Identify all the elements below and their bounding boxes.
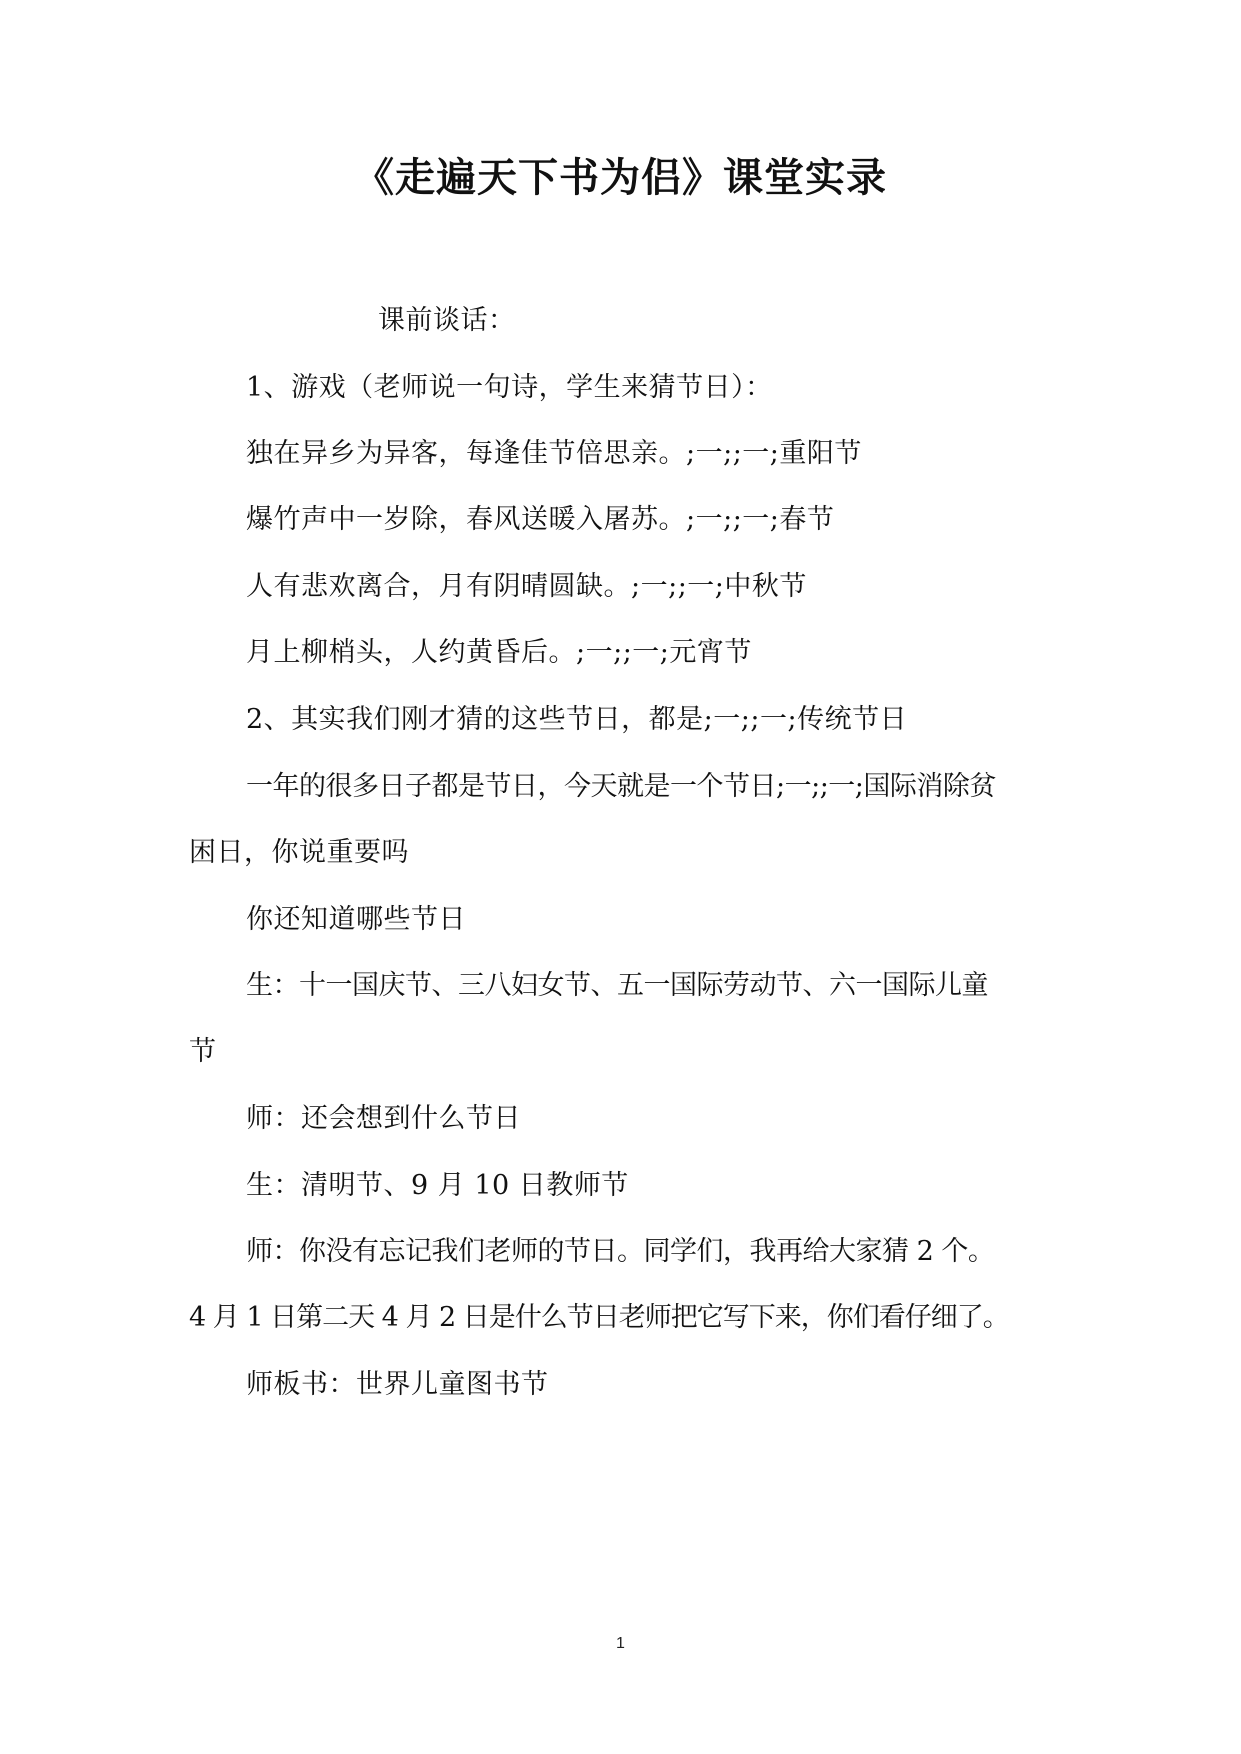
- text-line: 生：清明节、9 月 10 日教师节: [246, 1170, 629, 1201]
- text-line: 独在异乡为异客，每逢佳节倍思亲。;一;;一;重阳节: [246, 438, 862, 469]
- text-line: 困日，你说重要吗: [189, 837, 409, 868]
- text-line: 月上柳梢头，人约黄昏后。;一;;一;元宵节: [246, 637, 752, 668]
- text-line: 生：十一国庆节、三八妇女节、五一国际劳动节、六一国际儿童: [246, 970, 988, 1001]
- text-line: 一年的很多日子都是节日，今天就是一个节日;一;;一;国际消除贫: [246, 771, 996, 802]
- text-line: 师板书：世界儿童图书节: [246, 1369, 549, 1400]
- page-number: 1: [616, 1635, 625, 1652]
- text-line: 你还知道哪些节日: [246, 904, 466, 935]
- text-line: 2、其实我们刚才猜的这些节日，都是;一;;一;传统节日: [246, 704, 908, 735]
- text-line: 1、游戏（老师说一句诗，学生来猜节日）：: [246, 372, 773, 403]
- text-line: 人有悲欢离合，月有阴晴圆缺。;一;;一;中秋节: [246, 571, 807, 602]
- text-line: 4 月 1 日第二天 4 月 2 日是什么节日老师把它写下来，你们看仔细了。: [189, 1302, 1009, 1333]
- text-line: 爆竹声中一岁除，春风送暖入屠苏。;一;;一;春节: [246, 504, 835, 535]
- text-line: 师：你没有忘记我们老师的节日。同学们，我再给大家猜 2 个。: [246, 1236, 995, 1267]
- text-line: 节: [189, 1036, 217, 1067]
- document-title: 《走遍天下书为侣》课堂实录: [354, 154, 887, 201]
- text-line: 课前谈话：: [378, 305, 516, 336]
- text-line: 师：还会想到什么节日: [246, 1103, 521, 1134]
